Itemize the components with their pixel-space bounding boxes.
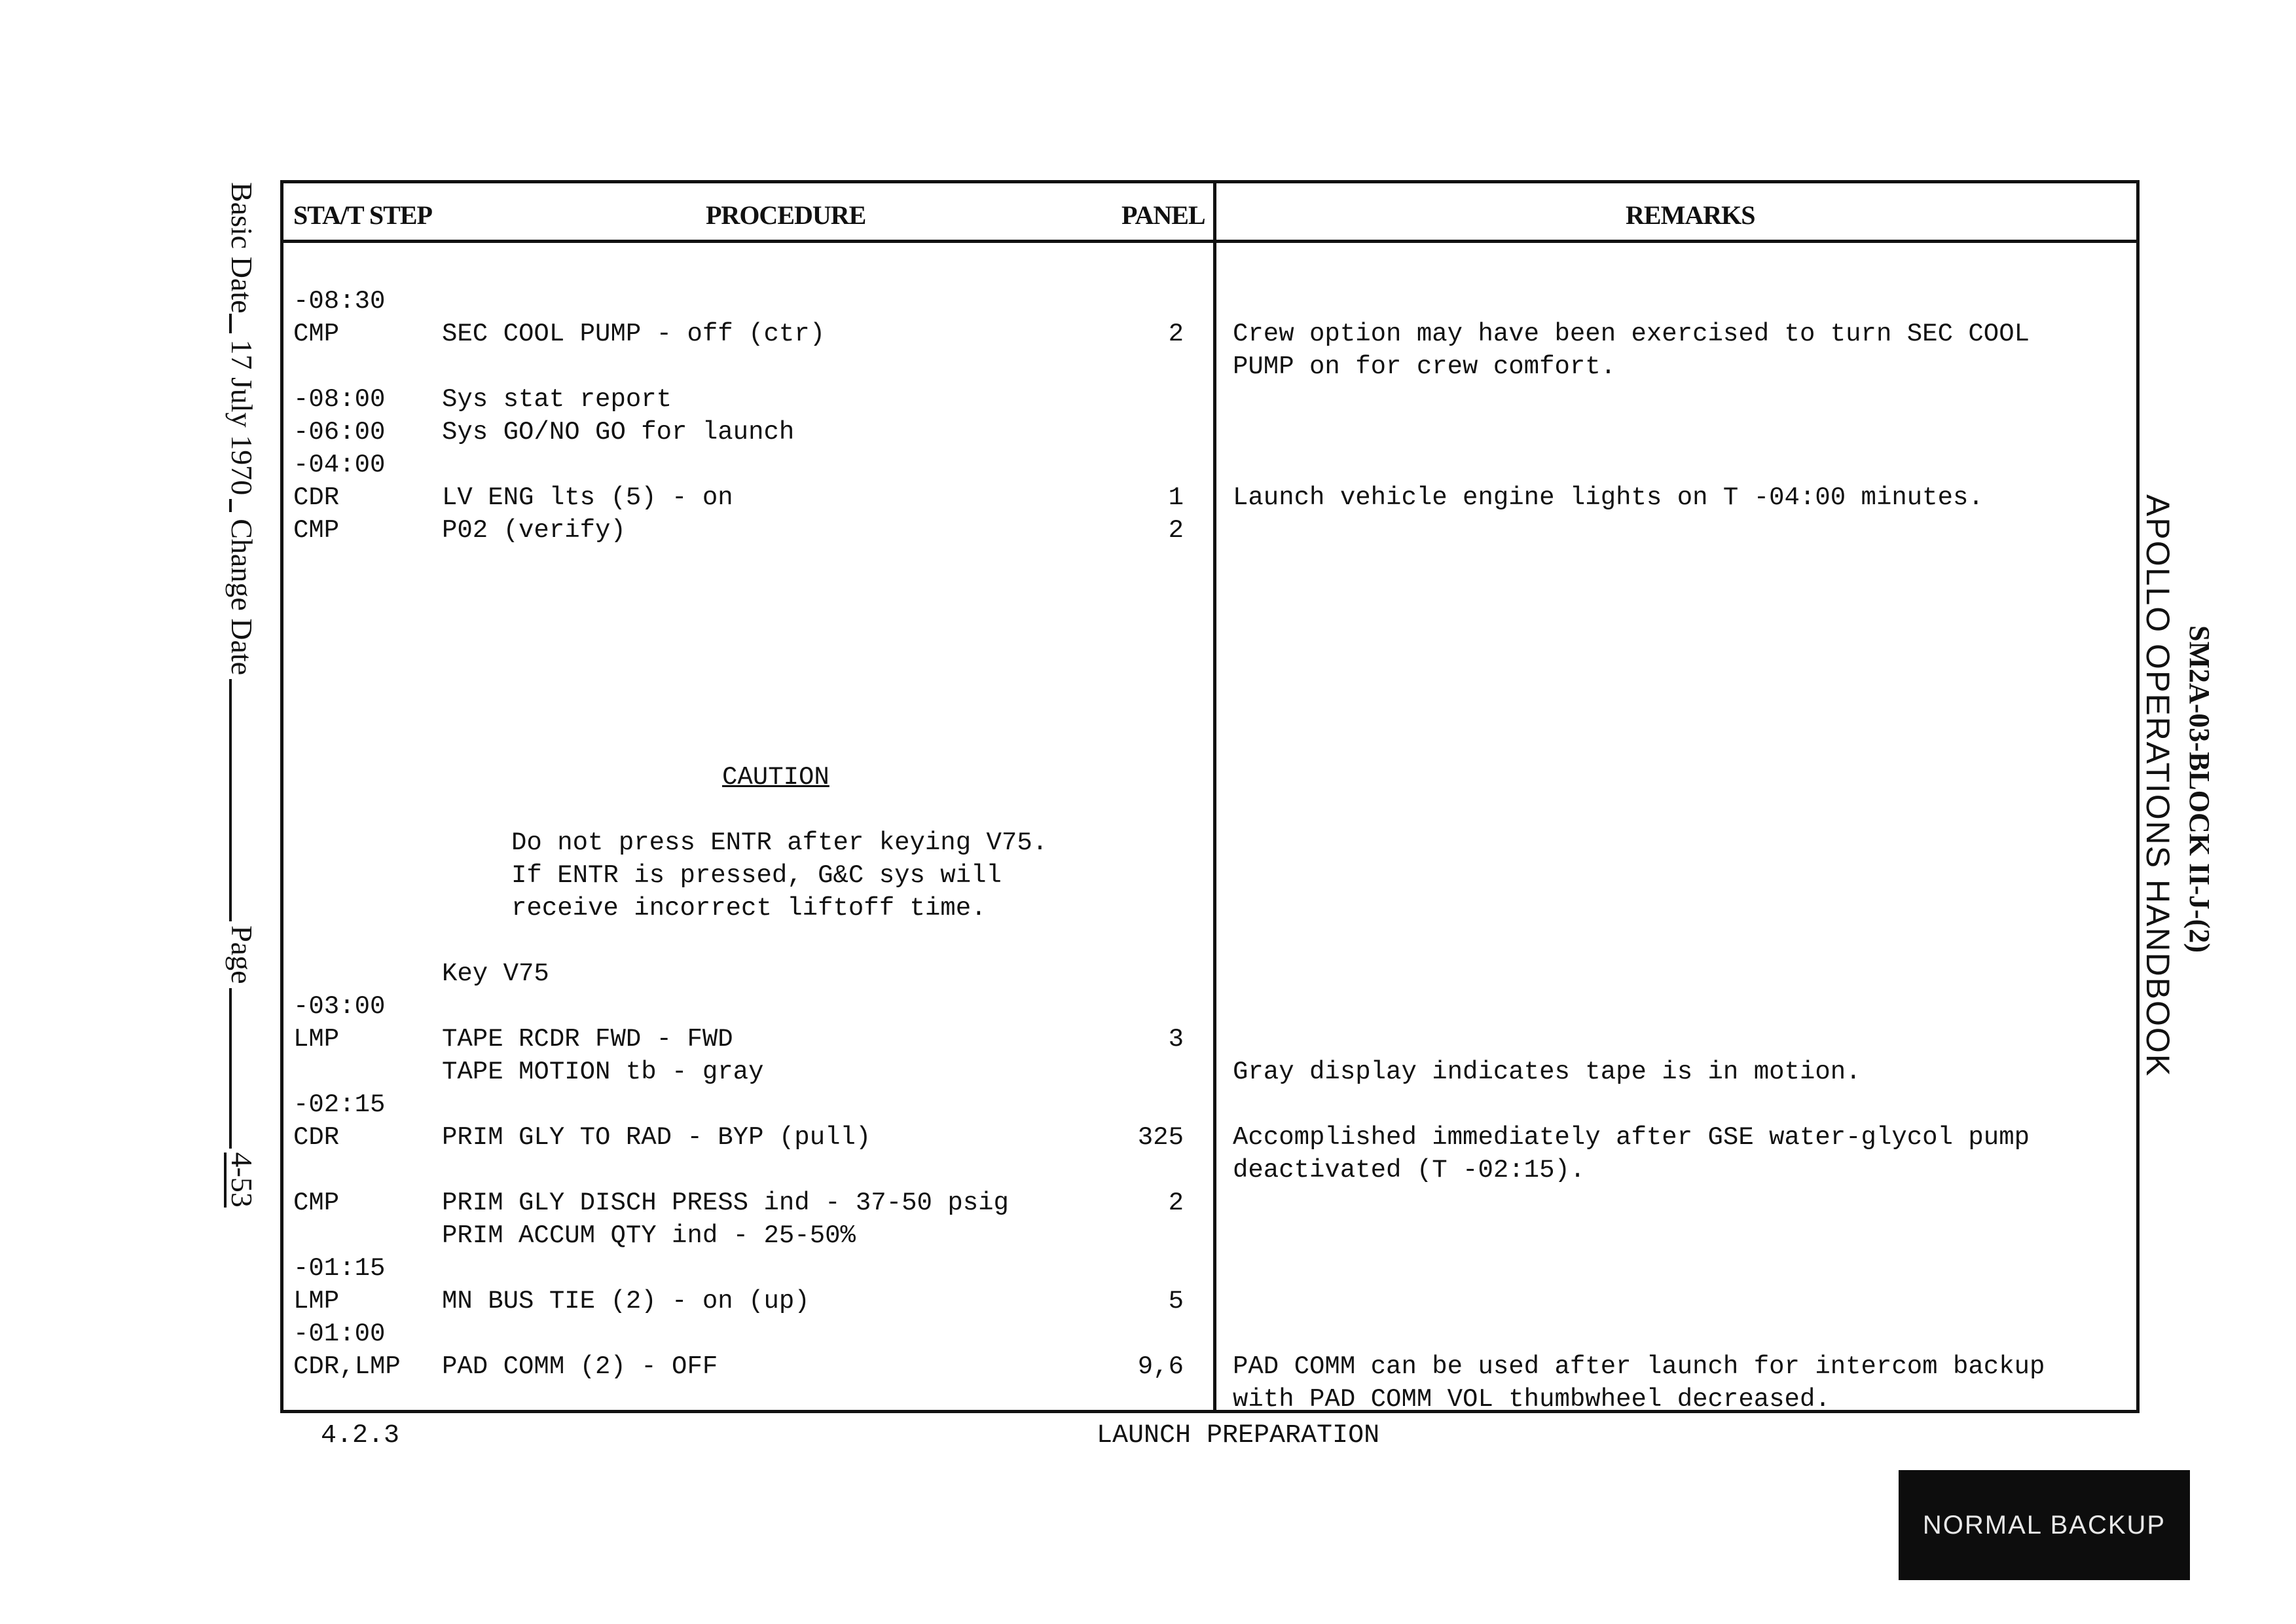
procedure-cell: MN BUS TIE (2) - on (up) — [442, 1287, 810, 1316]
procedure-cell: P02 (verify) — [442, 516, 626, 545]
station-time-cell: -08:30 — [293, 287, 386, 316]
table-row — [283, 383, 2136, 416]
table-row — [283, 514, 2136, 547]
table-row — [283, 1318, 2136, 1350]
header-sta-step: STA/T STEP — [293, 200, 432, 230]
remarks-cell: with PAD COMM VOL thumbwheel decreased. — [1233, 1385, 1831, 1414]
table-row — [283, 1350, 2136, 1383]
header-divider — [283, 240, 2136, 243]
panel-cell: 2 — [1168, 516, 1184, 545]
station-time-cell: -08:00 — [293, 385, 386, 414]
table-row — [283, 481, 2136, 514]
basic-date-value: 17 July 1970 — [225, 339, 259, 496]
panel-cell: 1 — [1168, 483, 1184, 512]
remarks-cell: PUMP on for crew comfort. — [1233, 352, 1616, 381]
document-id: SM2A-03-BLOCK II-J-(2) — [2183, 625, 2215, 953]
station-time-cell: -03:00 — [293, 992, 386, 1021]
basic-date-label: Basic Date — [225, 182, 259, 314]
table-row — [283, 1252, 2136, 1285]
station-time-cell: LMP — [293, 1287, 340, 1316]
procedure-cell: SEC COOL PUMP - off (ctr) — [442, 320, 826, 348]
procedure-cell: PRIM ACCUM QTY ind - 25-50% — [442, 1221, 856, 1250]
normal-backup-tab: NORMAL BACKUP — [1899, 1470, 2190, 1580]
procedure-cell: TAPE RCDR FWD - FWD — [442, 1025, 733, 1054]
panel-cell: 3 — [1168, 1025, 1184, 1054]
table-row — [283, 1154, 2136, 1187]
procedure-cell: Sys stat report — [442, 385, 672, 414]
caution-line: receive incorrect liftoff time. — [511, 894, 987, 923]
station-time-cell: CMP — [293, 1189, 340, 1217]
table-row — [283, 1187, 2136, 1219]
table-row — [283, 1121, 2136, 1154]
panel-cell: 2 — [1168, 1189, 1184, 1217]
station-time-cell: -06:00 — [293, 418, 386, 447]
procedure-cell: PRIM GLY DISCH PRESS ind - 37-50 psig — [442, 1189, 1009, 1217]
caution-title: CAUTION — [722, 763, 829, 792]
key-step: Key V75 — [442, 959, 549, 988]
change-date-label: Change Date — [225, 519, 259, 676]
procedure-cell: PRIM GLY TO RAD - BYP (pull) — [442, 1123, 871, 1152]
section-title: LAUNCH PREPARATION — [1097, 1421, 1380, 1450]
remarks-cell: Accomplished immediately after GSE water-glycol pump — [1233, 1123, 2030, 1152]
station-time-cell: CDR — [293, 483, 340, 512]
table-row — [283, 416, 2136, 449]
section-number: 4.2.3 — [321, 1421, 400, 1450]
side-title: APOLLO OPERATIONS HANDBOOK — [2140, 494, 2176, 1078]
panel-cell: 5 — [1168, 1287, 1184, 1316]
station-time-cell: -01:00 — [293, 1320, 386, 1348]
table-row — [283, 1023, 2136, 1056]
panel-cell: 9,6 — [1137, 1352, 1184, 1381]
procedure-cell: PAD COMM (2) - OFF — [442, 1352, 718, 1381]
station-time-cell: CMP — [293, 516, 340, 545]
panel-cell: 2 — [1168, 320, 1184, 348]
procedure-table — [280, 180, 2140, 1413]
page-label: Page — [225, 925, 259, 984]
remarks-cell: Crew option may have been exercised to turn SEC COOL — [1233, 320, 2030, 348]
table-row — [283, 1383, 2136, 1416]
remarks-cell: Gray display indicates tape is in motion. — [1233, 1058, 1861, 1086]
station-time-cell: CDR — [293, 1123, 340, 1152]
table-row — [283, 1088, 2136, 1121]
key-step-row — [283, 957, 2136, 990]
procedure-cell: LV ENG lts (5) - on — [442, 483, 733, 512]
header-procedure: PROCEDURE — [706, 200, 866, 230]
procedure-cell: TAPE MOTION tb - gray — [442, 1058, 764, 1086]
header-remarks: REMARKS — [1626, 200, 1755, 230]
caution-title-row — [283, 761, 2136, 794]
table-row — [283, 1219, 2136, 1252]
table-row — [283, 285, 2136, 318]
caution-line: If ENTR is pressed, G&C sys will — [511, 861, 1002, 890]
header-panel: PANEL — [1121, 200, 1205, 230]
remarks-cell: Launch vehicle engine lights on T -04:00 minutes. — [1233, 483, 1984, 512]
table-row — [283, 990, 2136, 1023]
margin-dates — [227, 182, 257, 1208]
table-row — [283, 1056, 2136, 1088]
table-row — [283, 350, 2136, 383]
procedure-cell: Sys GO/NO GO for launch — [442, 418, 795, 447]
table-row — [283, 449, 2136, 481]
station-time-cell: -04:00 — [293, 451, 386, 479]
remarks-cell: deactivated (T -02:15). — [1233, 1156, 1586, 1185]
station-time-cell: -02:15 — [293, 1090, 386, 1119]
panel-cell: 325 — [1137, 1123, 1184, 1152]
caution-line: Do not press ENTR after keying V75. — [511, 828, 1048, 857]
station-time-cell: CMP — [293, 320, 340, 348]
remarks-cell: PAD COMM can be used after launch for intercom backup — [1233, 1352, 2045, 1381]
table-row — [283, 1285, 2136, 1318]
station-time-cell: LMP — [293, 1025, 340, 1054]
station-time-cell: CDR,LMP — [293, 1352, 401, 1381]
table-row — [283, 318, 2136, 350]
page-number: 4-53 — [225, 1152, 259, 1208]
station-time-cell: -01:15 — [293, 1254, 386, 1283]
